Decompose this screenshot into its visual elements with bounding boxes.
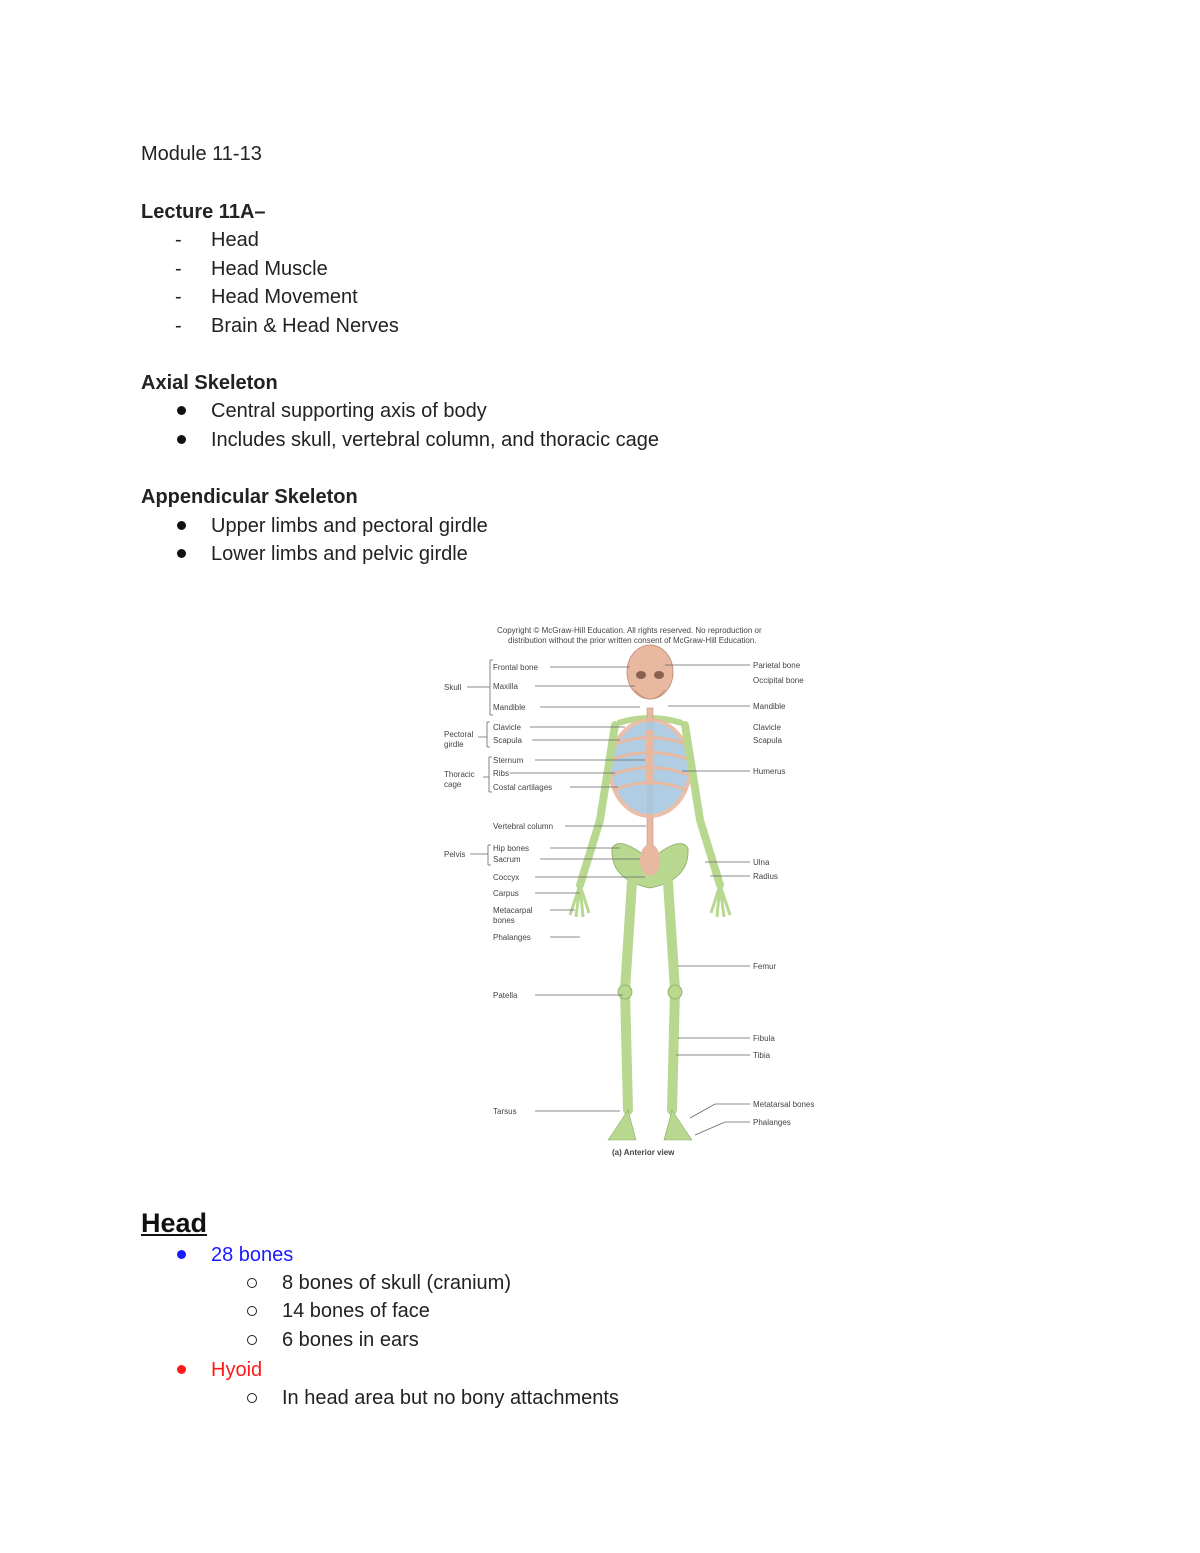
label-frontal-bone: Frontal bone [493,663,538,672]
skeleton-figure [440,620,840,1165]
sternum-shape [646,730,654,785]
lecture-item: Head Muscle [211,258,328,280]
group-label-pectoral: girdle [444,740,464,749]
hollow-bullet-icon [247,1335,257,1345]
sacrum-shape [640,844,660,876]
label-carpus: Carpus [493,889,519,898]
label-parietal-bone: Parietal bone [753,661,801,670]
label-maxilla: Maxilla [493,682,518,691]
label-brackets [467,660,493,865]
label-occipital-bone: Occipital bone [753,676,804,685]
label-ulna: Ulna [753,858,770,867]
copyright-line: Copyright © McGraw-Hill Education. All rights reserved. No reproduction or [497,626,762,635]
group-label-skull: Skull [444,683,462,692]
label-femur: Femur [753,962,777,971]
left-hand-shape [570,885,589,917]
label-mandible-right: Mandible [753,702,786,711]
appendicular-heading: Appendicular Skeleton [141,486,358,508]
bullet-icon [177,1365,186,1374]
bones-sub-item: 14 bones of face [282,1300,430,1322]
label-patella: Patella [493,991,518,1000]
label-phalanges-right: Phalanges [753,1118,791,1127]
mandible-shape [635,690,665,699]
lecture-item: Head Movement [211,286,358,308]
dash-marker: - [175,315,182,337]
lecture-heading: Lecture 11A– [141,201,266,223]
label-sternum: Sternum [493,756,524,765]
bullet-icon [177,521,186,530]
axial-item: Central supporting axis of body [211,400,487,422]
hollow-bullet-icon [247,1393,257,1403]
bones-sub-item: 8 bones of skull (cranium) [282,1272,511,1294]
dash-marker: - [175,258,182,280]
lecture-item: Brain & Head Nerves [211,315,399,337]
label-metacarpal: Metacarpal [493,906,533,915]
label-phalanges: Phalanges [493,933,531,942]
skeleton-drawing [570,645,730,1140]
axial-item: Includes skull, vertebral column, and thoracic cage [211,429,660,451]
label-tibia: Tibia [753,1051,771,1060]
group-label-thoracic: Thoracic [444,770,475,779]
label-sacrum: Sacrum [493,855,521,864]
label-ribs: Ribs [493,769,510,778]
label-metacarpal-bones: bones [493,916,515,925]
right-hand-shape [711,885,730,917]
label-hip-bones: Hip bones [493,844,530,853]
label-clavicle-right: Clavicle [753,723,782,732]
patella-shape [618,985,632,999]
figure-caption: (a) Anterior view [612,1148,675,1157]
copyright-line: distribution without the prior written consent of McGraw-Hill Education. [508,636,757,645]
label-metatarsal-bones: Metatarsal bones [753,1100,815,1109]
dash-marker: - [175,286,182,308]
right-arm-shape [685,725,720,885]
bullet-icon [177,1250,186,1259]
lecture-item: Head [211,229,259,251]
eye-socket [636,671,646,679]
group-label-pelvis: Pelvis [444,850,466,859]
group-label-thoracic: cage [444,780,462,789]
hollow-bullet-icon [247,1306,257,1316]
label-clavicle: Clavicle [493,723,522,732]
dash-marker: - [175,229,182,251]
left-arm-shape [580,725,615,885]
hyoid-sub-item: In head area but no bony attachments [282,1387,619,1409]
hollow-bullet-icon [247,1278,257,1288]
bullet-icon [177,435,186,444]
appendicular-item: Upper limbs and pectoral girdle [211,515,488,537]
eye-socket [654,671,664,679]
module-title: Module 11-13 [141,143,262,165]
head-title: Head [141,1208,208,1238]
bullet-icon [177,406,186,415]
hyoid-label: Hyoid [211,1359,263,1381]
bones-sub-item: 6 bones in ears [282,1329,419,1351]
left-foot-shape [608,1110,636,1140]
label-coccyx: Coccyx [493,873,520,882]
patella-shape [668,985,682,999]
label-scapula-right: Scapula [753,736,782,745]
label-mandible: Mandible [493,703,526,712]
label-fibula: Fibula [753,1034,775,1043]
label-vertebral-column: Vertebral column [493,822,554,831]
label-radius: Radius [753,872,778,881]
label-scapula: Scapula [493,736,522,745]
right-foot-shape [664,1110,692,1140]
label-costal-cartilages: Costal cartilages [493,783,553,792]
bullet-icon [177,549,186,558]
axial-heading: Axial Skeleton [141,372,278,394]
label-humerus: Humerus [753,767,786,776]
group-label-pectoral: Pectoral [444,730,474,739]
appendicular-item: Lower limbs and pelvic girdle [211,543,468,565]
bones-count: 28 bones [211,1244,294,1266]
label-tarsus: Tarsus [493,1107,517,1116]
